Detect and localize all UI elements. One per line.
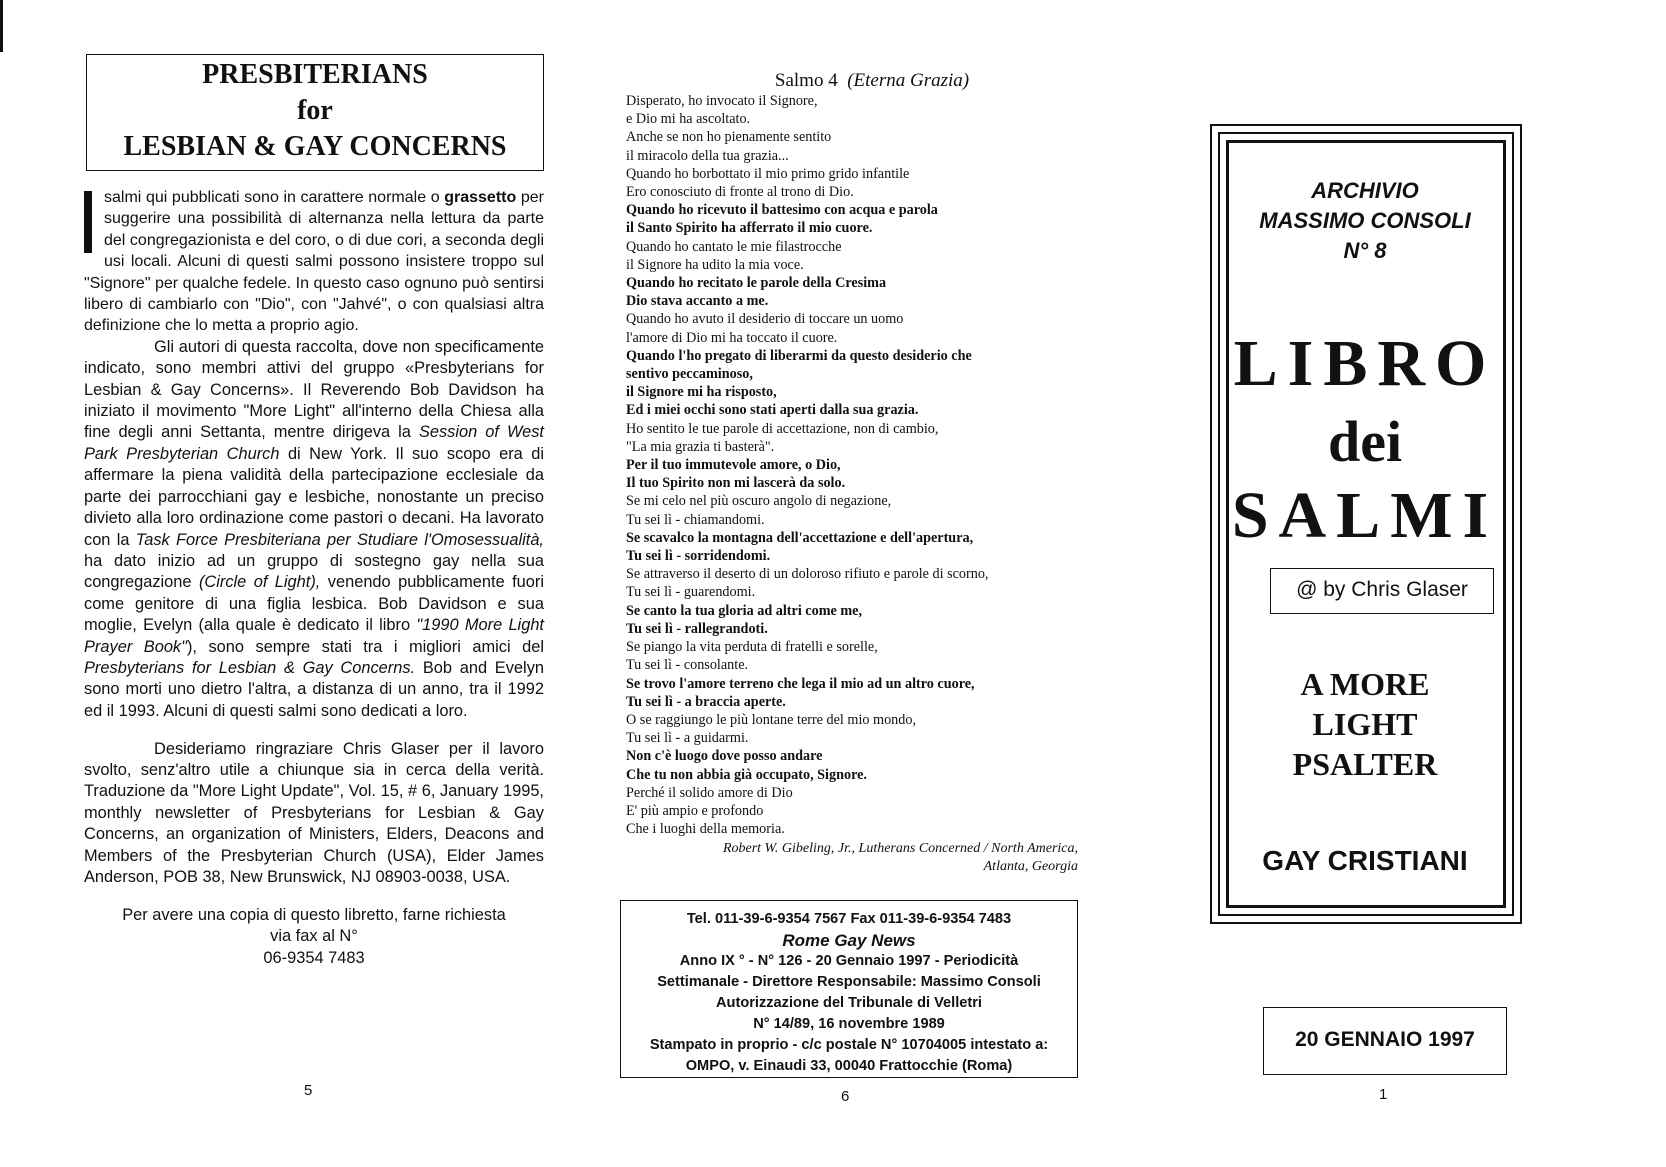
psalm-verse-line: Tu sei lì - guarendomi. — [626, 584, 756, 601]
attribution-line: Robert W. Gibeling, Jr., Lutherans Concerned / North America, — [722, 841, 1078, 857]
psalm-verse-line: Non c'è luogo dove posso andare — [626, 748, 823, 765]
body-italic: "1990 More Light Prayer Book" — [84, 616, 544, 656]
org-title-line: PRESBITERIANS — [202, 59, 428, 90]
psalm-verse-line: Ero conosciuto di fronte al trono di Dio. — [626, 184, 854, 201]
page-edge-mark — [0, 0, 3, 52]
psalm-verse-line: Quando l'ho pregato di liberarmi da questo desiderio che — [626, 347, 972, 364]
book-subtitle — [1220, 664, 1510, 784]
psalm-verse-line: sentivo peccaminoso, — [626, 366, 753, 383]
body-italic: (Circle of Light), — [198, 573, 321, 592]
subtitle-line: A MORE — [1300, 666, 1430, 702]
psalm-verse-line: Che tu non abbia già occupato, Signore. — [626, 766, 867, 783]
psalm-verse-line: Se scavalco la montagna dell'accettazione e dell'apertura, — [626, 529, 974, 546]
colophon-line: N° 14/89, 16 novembre 1989 — [753, 1016, 945, 1032]
thanks-paragraph: Desideriamo ringraziare Chris Glaser per il lavoro svolto, senz'altro utile a chiunque sia in cerca della verità. Traduzione da "More Light Update", Vol. 15, # 6, January 1995, monthly newsletter of Presbyterians for Lesbian & Gay Concerns, an organization of Ministers, Elders, Deacons and Members of the Presbyterian Church (USA), Elder James Anderson, POB 38, New Brunswick, NJ 08903-0038, USA. — [84, 739, 544, 886]
psalm-title — [666, 70, 1078, 92]
psalm-verse-line: Se canto la tua gloria ad altri come me, — [626, 602, 863, 619]
org-title-line: for — [297, 95, 333, 126]
archive-line: ARCHIVIO — [1311, 178, 1419, 203]
book-title-dei: dei — [1327, 409, 1403, 474]
psalm-verse-line: Quando ho avuto il desiderio di toccare un uomo — [626, 311, 904, 328]
psalm-verse-line: E' più ampio e profondo — [626, 802, 764, 819]
psalm-verse-line: e Dio mi ha ascoltato. — [626, 111, 751, 128]
psalm-verse-line: Ed i miei occhi sono stati aperti dalla sua grazia. — [626, 402, 919, 419]
authors-paragraph — [84, 337, 544, 722]
psalm-verse-line: Tu sei lì - consolante. — [626, 657, 749, 674]
left-page-column — [84, 54, 544, 969]
psalm-verse-line: Tu sei lì - a braccia aperte. — [626, 693, 786, 710]
middle-page-column — [626, 70, 1078, 876]
psalm-verse-line: Il tuo Spirito non mi lascerà da solo. — [626, 475, 846, 492]
psalm-verse-line: Quando ho cantato le mie filastrocche — [626, 238, 842, 255]
publication-date: 20 GENNAIO 1997 — [1263, 1007, 1507, 1075]
psalm-subtitle: (Eterna Grazia) — [847, 70, 970, 91]
request-line: Per avere una copia di questo libretto, farne richiesta — [122, 905, 506, 924]
author-byline: @ by Chris Glaser — [1270, 568, 1494, 614]
body-text: di New York. Il suo scopo era di affermare la piena validità della partecipazione ecclesiale da parte dei parrocchiani gay e lesbiche, nonostante un preciso divieto alla loro ordinazione come pastori o decani. Ha lavorato con la — [84, 444, 544, 549]
archive-number: N° 8 — [1343, 238, 1387, 263]
attribution-line: Atlanta, Georgia — [983, 859, 1078, 875]
newspaper-colophon-box — [620, 900, 1078, 1078]
archive-heading — [1220, 176, 1510, 266]
psalm-verse-line: Quando ho borbottato il mio primo grido infantile — [626, 165, 910, 182]
colophon-line: Stampato in proprio - c/c postale N° 10704005 intestato a: — [649, 1037, 1049, 1053]
phone-fax-line: Tel. 011-39-6-9354 7567 Fax 011-39-6-9354 7483 — [686, 911, 1012, 927]
psalm-verse-line: Quando ho recitato le parole della Cresima — [626, 275, 887, 292]
psalm-verse-line: Tu sei lì - sorridendomi. — [626, 548, 771, 565]
psalm-verses — [626, 92, 1078, 838]
psalm-verse-line: Tu sei lì - chiamandomi. — [626, 511, 765, 528]
body-italic: Presbyterians for Lesbian & Gay Concerns. — [84, 658, 416, 677]
psalm-verse-line: Tu sei lì - rallegrandoti. — [626, 620, 768, 637]
colophon-line: Settimanale - Direttore Responsabile: Massimo Consoli — [657, 974, 1041, 990]
page-number-left: 5 — [304, 1082, 313, 1099]
intro-text: per suggerire una possibilità di alternanza nella lettura da parte del congregazionista e del coro, o di due cori, a seconda degli usi locali. Alcuni di questi salmi possono insistere troppo sul "Signore" per qualche fedele. In questo caso ognuno può sentirsi libero di cambiarlo con "Dio", con "Jahvé", o con qualsiasi altra definizione che lo metta a proprio agio. — [84, 189, 544, 335]
psalm-verse-line: Per il tuo immutevole amore, o Dio, — [626, 457, 841, 474]
psalm-verse-line: O se raggiungo le più lontane terre del mio mondo, — [626, 711, 916, 728]
psalm-verse-line: Se trovo l'amore terreno che lega il mio ad un altro cuore, — [626, 675, 975, 692]
body-italic: Task Force Presbiteriana per Studiare l'Omosessualità, — [135, 530, 544, 549]
psalm-verse-line: Disperato, ho invocato il Signore, — [626, 93, 818, 109]
psalm-verse-line: Quando ho ricevuto il battesimo con acqua e parola — [626, 202, 938, 219]
fax-number: 06-9354 7483 — [263, 948, 365, 967]
body-italic: Session of West Park Presbyterian Church — [84, 423, 544, 463]
psalm-number: Salmo 4 — [774, 70, 838, 91]
colophon-line: OMPO, v. Einaudi 33, 00040 Frattocchie (Roma) — [685, 1058, 1013, 1074]
organization-title-box — [86, 54, 544, 171]
archive-line: MASSIMO CONSOLI — [1259, 208, 1471, 233]
body-text: Bob and Evelyn sono morti uno dietro l'altra, a distanza di un anno, tra il 1992 ed il 1993. Alcuni di questi salmi sono dedicati a loro. — [84, 658, 545, 720]
psalm-verse-line: il Santo Spirito ha afferrato il mio cuore. — [626, 220, 873, 237]
book-title-libro: LIBRO — [1233, 327, 1497, 400]
psalm-attribution — [626, 840, 1078, 876]
page-number-right: 1 — [1379, 1086, 1388, 1103]
psalm-verse-line: Se attraverso il deserto di un doloroso rifiuto e parole di scorno, — [626, 566, 989, 583]
publisher-name: GAY CRISTIANI — [1262, 845, 1468, 876]
intro-text: salmi qui pubblicati sono in carattere normale o — [104, 189, 445, 206]
colophon-line: Anno IX ° - N° 126 - 20 Gennaio 1997 - Periodicità — [679, 953, 1019, 969]
psalm-verse-line: Se piango la vita perduta di fratelli e sorelle, — [626, 639, 878, 656]
psalm-verse-line: Se mi celo nel più oscuro angolo di negazione, — [626, 493, 892, 510]
psalm-verse-line: Anche se non ho pienamente sentito — [626, 129, 832, 146]
page-number-middle: 6 — [841, 1088, 850, 1105]
psalm-verse-line: il Signore ha udito la mia voce. — [626, 256, 804, 273]
psalm-verse-line: Tu sei lì - a guidarmi. — [626, 730, 749, 747]
psalm-verse-line: l'amore di Dio mi ha toccato il cuore. — [626, 329, 838, 346]
psalm-verse-line: il miracolo della tua grazia... — [626, 147, 789, 164]
psalm-verse-line: Ho sentito le tue parole di accettazione, non di cambio, — [626, 420, 939, 437]
newspaper-title: Rome Gay News — [782, 931, 916, 950]
psalm-verse-line: il Signore mi ha risposto, — [626, 384, 777, 401]
book-title-salmi: SALMI — [1231, 479, 1499, 552]
psalm-verse-line: Perché il solido amore di Dio — [626, 784, 793, 801]
request-line: via fax al N° — [270, 927, 358, 946]
psalm-verse-line: Che i luoghi della memoria. — [626, 821, 785, 838]
drop-cap-initial — [84, 191, 92, 253]
intro-bold-word: grassetto — [444, 189, 517, 206]
colophon-line: Autorizzazione del Tribunale di Velletri — [716, 995, 982, 1011]
org-title-line: LESBIAN & GAY CONCERNS — [123, 131, 507, 162]
request-info — [84, 905, 544, 969]
subtitle-line: LIGHT — [1312, 706, 1418, 742]
intro-paragraph — [84, 187, 544, 337]
body-text: venendo pubblicamente fuori come genitore di una figlia lesbica. Bob Davidson e sua moglie, Evelyn (alla quale è dedicato il libro — [84, 573, 544, 635]
body-text: ), sono sempre stati tra i migliori amici del — [186, 637, 544, 656]
body-text: Gli autori di questa raccolta, dove non specificamente indicato, sono membri attivi del gruppo «Presbyterians for Lesbian & Gay Concerns». Il Reverendo Bob Davidson ha iniziato il movimento "More Light" all'interno della Chiesa alla fine degli anni Settanta, mentre dirigeva la — [84, 337, 544, 442]
psalm-verse-line: Dio stava accanto a me. — [626, 293, 769, 310]
subtitle-line: PSALTER — [1292, 746, 1438, 782]
body-text: ha dato inizio ad un gruppo di sostegno gay nella sua congregazione — [84, 551, 544, 592]
psalm-verse-line: "La mia grazia ti basterà". — [626, 438, 775, 455]
